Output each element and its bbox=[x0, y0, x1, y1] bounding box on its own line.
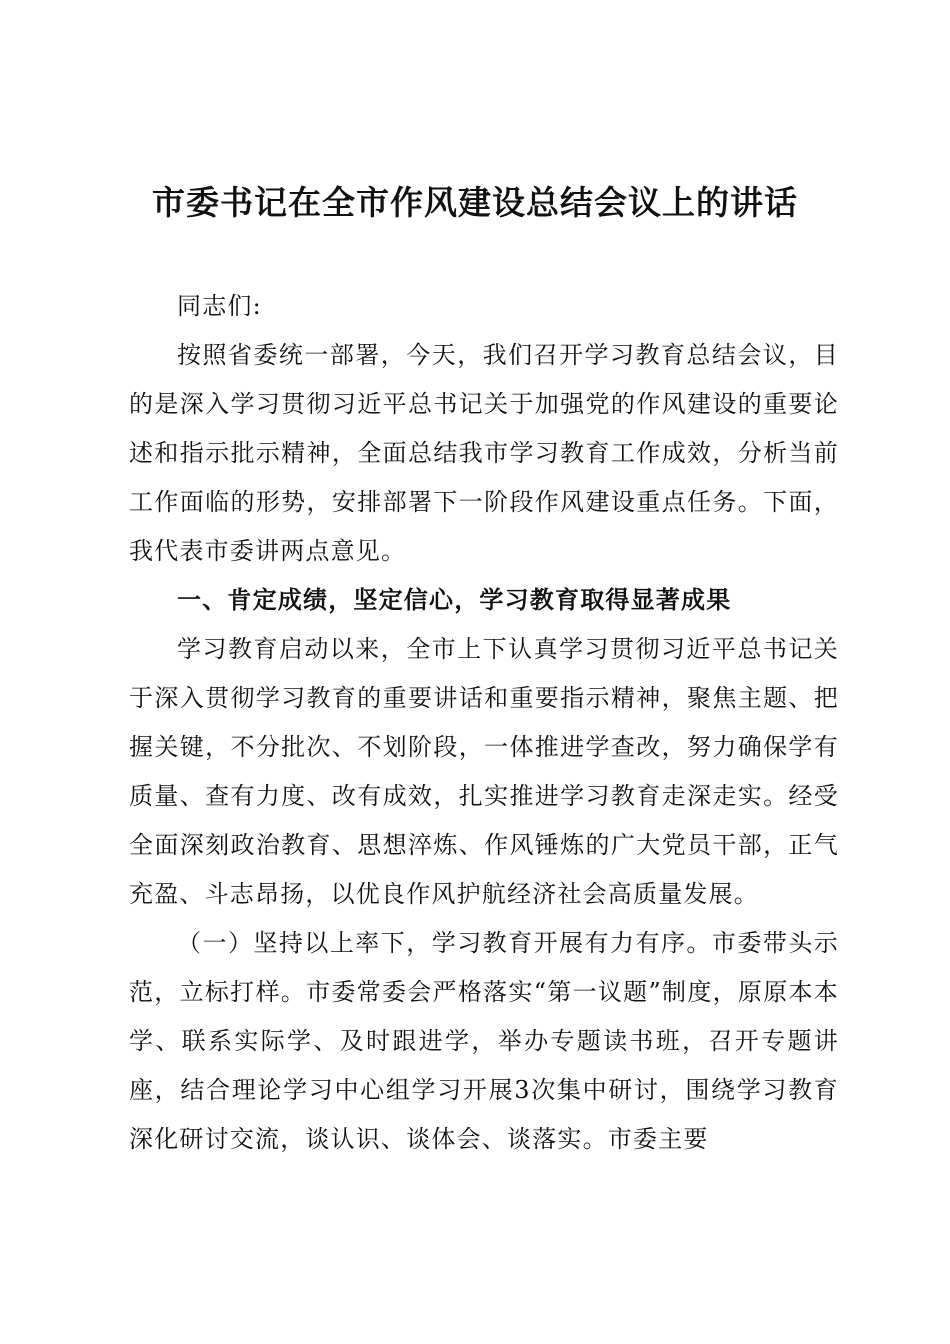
subsection-1-paragraph: （一）坚持以上率下，学习教育开展有力有序。市委带头示范，立标打样。市委常委会严格落实“第一议题”制度，原原本本学、联系实际学、及时跟进学，举办专题读书班，召开专题讲座，结合理论学习中心组学习开展3次集中研讨，围绕学习教育深化研讨交流，谈认识、谈体会、谈落实。市委主要 bbox=[129, 929, 839, 1153]
salutation: 同志们: bbox=[177, 292, 262, 320]
document-body bbox=[129, 282, 839, 1164]
intro-paragraph: 按照省委统一部署，今天，我们召开学习教育总结会议，目的是深入学习贯彻习近平总书记关于加强党的作风建设的重要论述和指示批示精神，全面总结我市学习教育工作成效，分析当前工作面临的形势，安排部署下一阶段作风建设重点任务。下面，我代表市委讲两点意见。 bbox=[129, 341, 839, 565]
document-title: 市委书记在全市作风建设总结会议上的讲话 bbox=[152, 183, 798, 222]
section-1-paragraph: 学习教育启动以来，全市上下认真学习贯彻习近平总书记关于深入贯彻学习教育的重要讲话和重要指示精神，聚焦主题、把握关键，不分批次、不划阶段，一体推进学查改，努力确保学有质量、查有力度、改有成效，扎实推进学习教育走深走实。经受全面深刻政治教育、思想淬炼、作风锤炼的广大党员干部，正气充盈、斗志昂扬，以优良作风护航经济社会高质量发展。 bbox=[129, 635, 839, 908]
section-heading-1: 一、肯定成绩，坚定信心，学习教育取得显著成果 bbox=[177, 586, 732, 614]
